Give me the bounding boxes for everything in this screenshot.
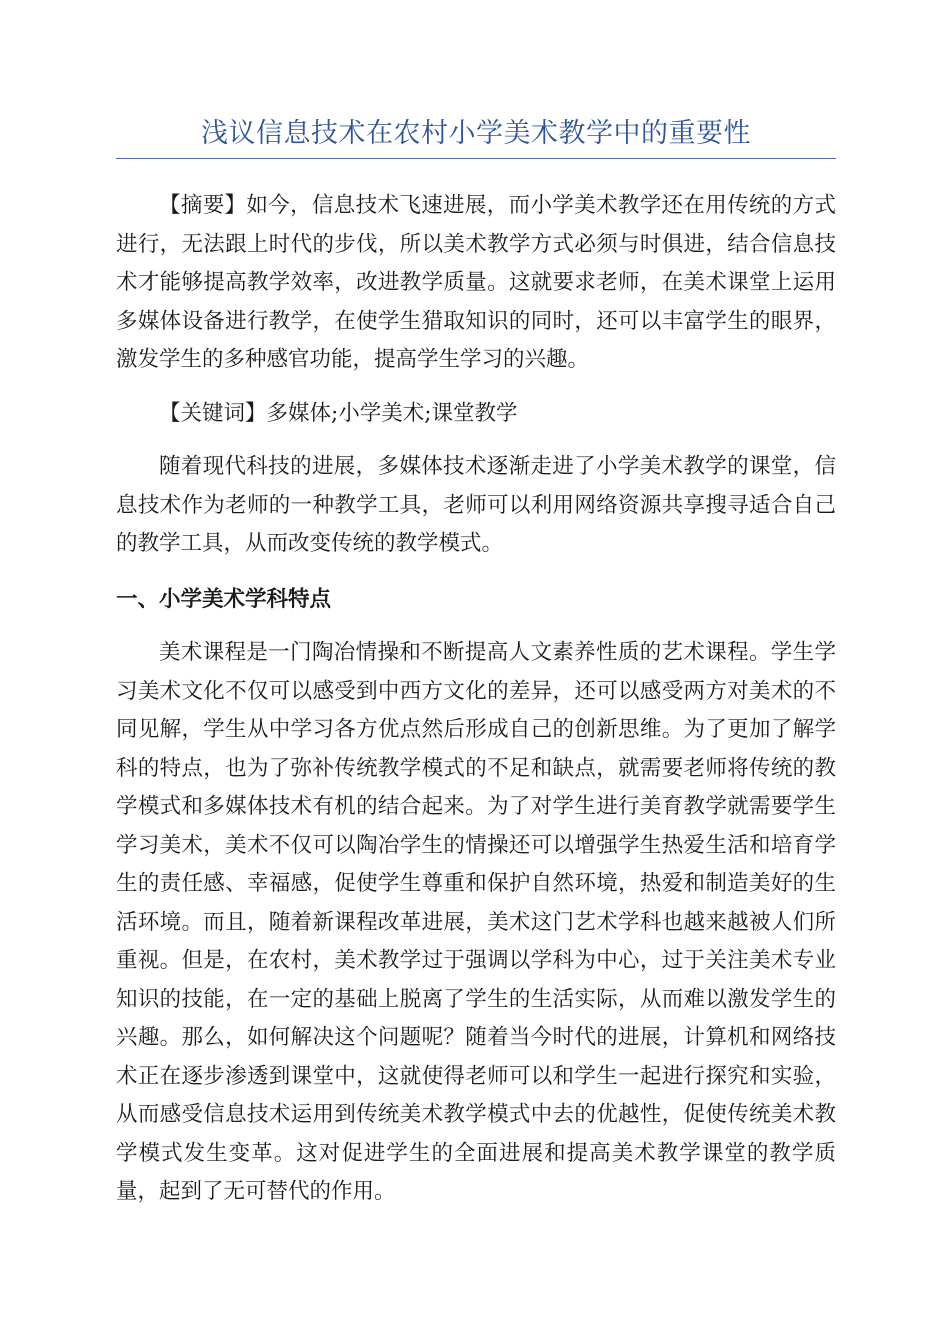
document-page — [116, 112, 836, 1212]
abstract-paragraph — [116, 187, 836, 380]
abstract-text: 如今，信息技术飞速进展，而小学美术教学还在用传统的方式进行，无法跟上时代的步伐，所以美术教学方式必须与时俱进，结合信息技术才能够提高教学效率，改进教学质量。这就要求老师，在美术课堂上运用多媒体设备进行教学，在使学生猎取知识的同时，还可以丰富学生的眼界，激发学生的多种感官功能，提高学生学习的兴趣。 — [116, 193, 836, 372]
section-1-paragraph: 美术课程是一门陶冶情操和不断提高人文素养性质的艺术课程。学生学习美术文化不仅可以感受到中西方文化的差异，还可以感受两方对美术的不同见解，学生从中学习各方优点然后形成自己的创新思维。为了更加了解学科的特点，也为了弥补传统教学模式的不足和缺点，就需要老师将传统的教学模式和多媒体技术有机的结合起来。为了对学生进行美育教学就需要学生学习美术，美术不仅可以陶冶学生的情操还可以增强学生热爱生活和培育学生的责任感、幸福感，促使学生尊重和保护自然环境，热爱和制造美好的生活环境。而且，随着新课程改革进展，美术这门艺术学科也越来越被人们所重视。但是，在农村，美术教学过于强调以学科为中心，过于关注美术专业知识的技能，在一定的基础上脱离了学生的生活实际，从而难以激发学生的兴趣。那么，如何解决这个问题呢？随着当今时代的进展，计算机和网络技术正在逐步渗透到课堂中，这就使得老师可以和学生一起进行探究和实验，从而感受信息技术运用到传统美术教学模式中去的优越性，促使传统美术教学模式发生变革。这对促进学生的全面进展和提高美术教学课堂的教学质量，起到了无可替代的作用。 — [116, 640, 836, 1204]
intro-paragraph: 随着现代科技的进展，多媒体技术逐渐走进了小学美术教学的课堂，信息技术作为老师的一种教学工具，老师可以利用网络资源共享搜寻适合自己的教学工具，从而改变传统的教学模式。 — [116, 454, 836, 556]
keywords-paragraph — [116, 395, 836, 434]
keywords-text: 多媒体;小学美术;课堂教学 — [266, 400, 518, 426]
document-title: 浅议信息技术在农村小学美术教学中的重要性 — [116, 112, 836, 159]
keywords-label: 【关键词】 — [159, 400, 267, 426]
section-heading-1: 一、小学美术学科特点 — [116, 586, 332, 612]
abstract-label: 【摘要】 — [159, 193, 247, 218]
